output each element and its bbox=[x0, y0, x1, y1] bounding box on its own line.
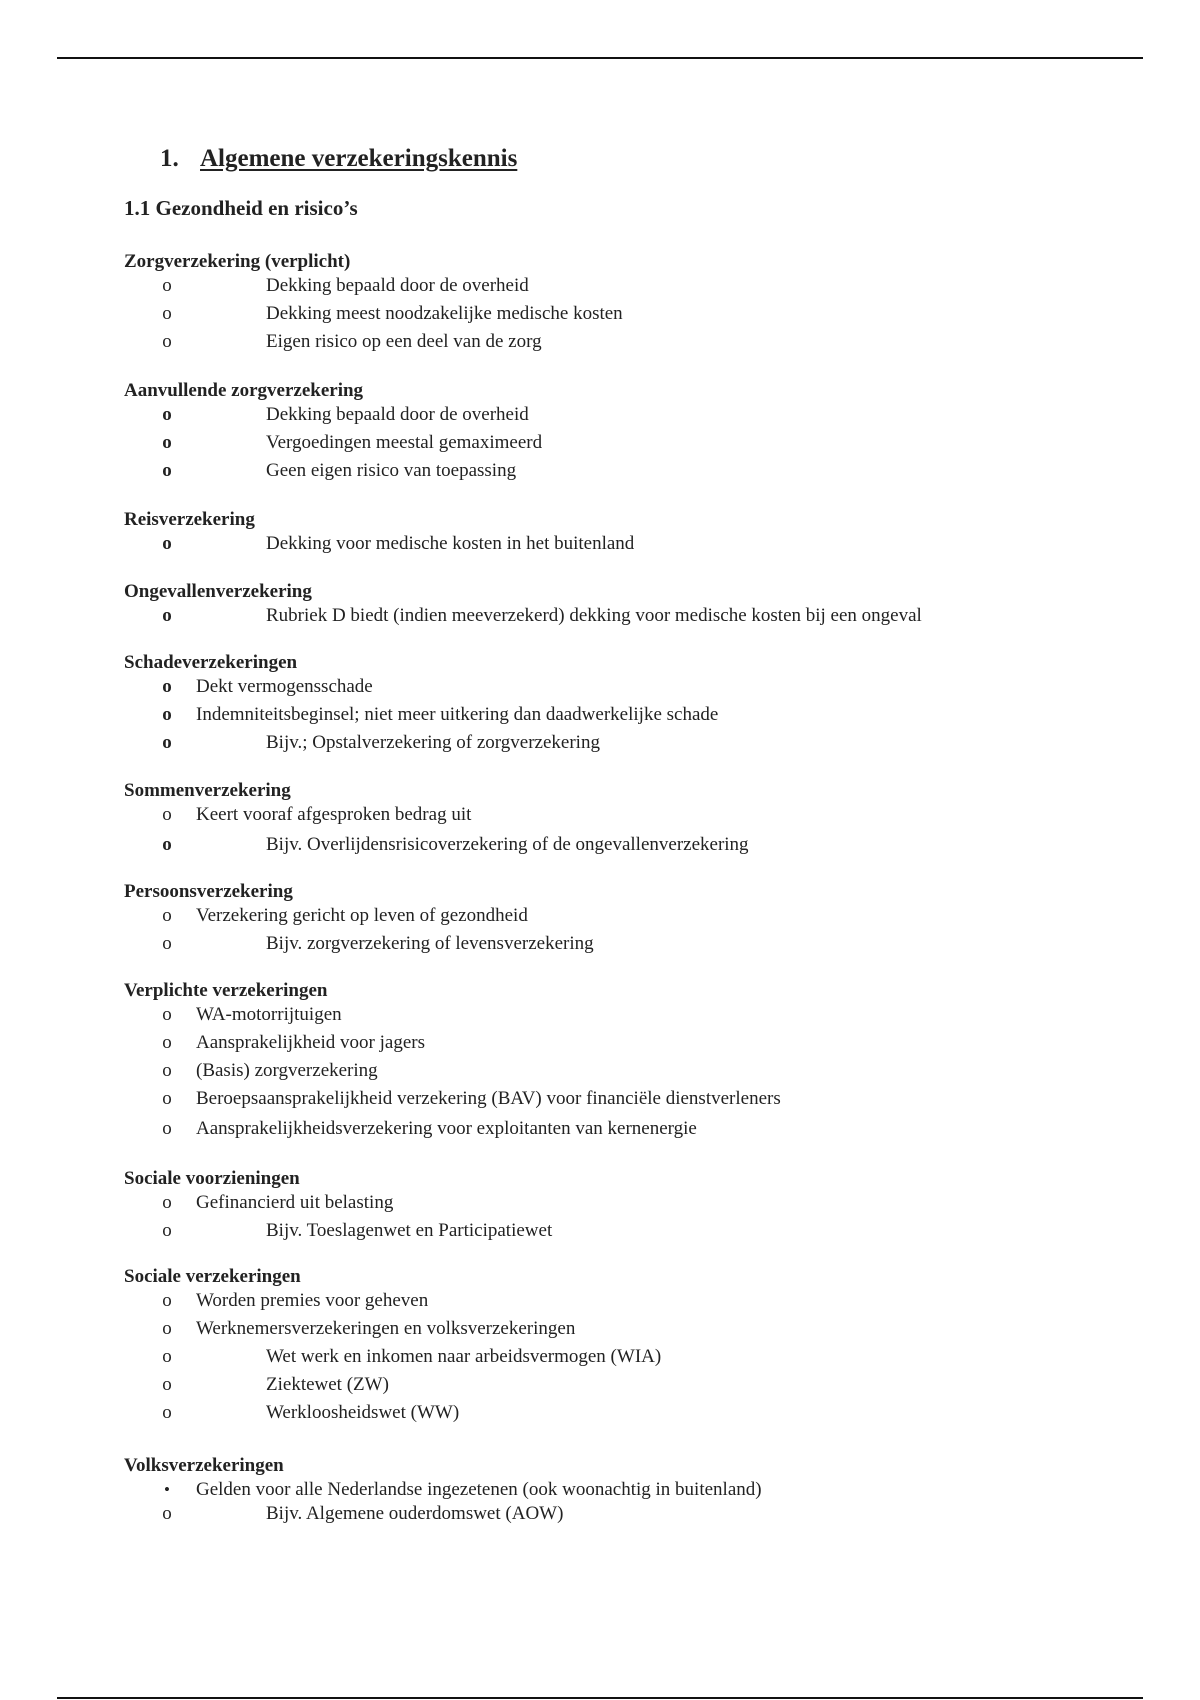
list-item: o Rubriek D biedt (indien meeverzekerd) dekking voor medische kosten bij een ongeval bbox=[124, 604, 1124, 632]
list-item: o WA-motorrijtuigen bbox=[124, 1003, 1124, 1031]
list-item: o Eigen risico op een deel van de zorg bbox=[124, 330, 1124, 358]
section-sociale-verzekeringen bbox=[124, 1265, 1124, 1429]
section-title: Sociale voorzieningen bbox=[124, 1168, 300, 1189]
hollow-bullet-icon: o bbox=[162, 1402, 172, 1423]
section-persoonsverzekering bbox=[124, 880, 1124, 960]
list-item: o Bijv. Toeslagenwet en Participatiewet bbox=[124, 1219, 1124, 1247]
hollow-bullet-icon: o bbox=[162, 275, 172, 296]
hollow-bullet-icon: o bbox=[162, 1290, 172, 1311]
list-item: o Wet werk en inkomen naar arbeidsvermogen (WIA) bbox=[124, 1345, 1124, 1373]
section-reisverzekering bbox=[124, 508, 1124, 560]
list-item: o Bijv. zorgverzekering of levensverzekering bbox=[124, 932, 1124, 960]
hollow-bullet-icon: o bbox=[162, 533, 172, 554]
section-title: Volksverzekeringen bbox=[124, 1455, 284, 1476]
list-item: o (Basis) zorgverzekering bbox=[124, 1059, 1124, 1087]
list-item: o Dekking meest noodzakelijke medische kosten bbox=[124, 302, 1124, 330]
section-verplichte-verzekeringen bbox=[124, 979, 1124, 1145]
section-volksverzekeringen bbox=[124, 1454, 1124, 1530]
chapter-title: Algemene verzekeringskennis bbox=[200, 145, 518, 172]
hollow-bullet-icon: o bbox=[162, 1004, 172, 1025]
hollow-bullet-icon: o bbox=[162, 1503, 172, 1524]
hollow-bullet-icon: o bbox=[162, 804, 172, 825]
solid-bullet-icon: • bbox=[164, 1480, 170, 1499]
hollow-bullet-icon: o bbox=[162, 404, 172, 425]
list-item: o Keert vooraf afgesproken bedrag uit bbox=[124, 803, 1124, 831]
list-item: o Ziektewet (ZW) bbox=[124, 1373, 1124, 1401]
hollow-bullet-icon: o bbox=[162, 1088, 172, 1109]
list-item: o Bijv.; Opstalverzekering of zorgverzekering bbox=[124, 731, 1124, 759]
list-item: o Dekking voor medische kosten in het buitenland bbox=[124, 532, 1124, 560]
section-title: Sommenverzekering bbox=[124, 780, 291, 801]
hollow-bullet-icon: o bbox=[162, 905, 172, 926]
hollow-bullet-icon: o bbox=[162, 1032, 172, 1053]
hollow-bullet-icon: o bbox=[162, 1346, 172, 1367]
list-item: o Gefinancierd uit belasting bbox=[124, 1191, 1124, 1219]
section-title: Schadeverzekeringen bbox=[124, 652, 298, 673]
hollow-bullet-icon: o bbox=[162, 1192, 172, 1213]
hollow-bullet-icon: o bbox=[162, 303, 172, 324]
list-item: • Gelden voor alle Nederlandse ingezetenen (ook woonachtig in buitenland) bbox=[124, 1478, 1124, 1502]
section-title: Sociale verzekeringen bbox=[124, 1266, 301, 1287]
section-title: Aanvullende zorgverzekering bbox=[124, 380, 364, 401]
list-item: o Dekking bepaald door de overheid bbox=[124, 274, 1124, 302]
section-schadeverzekeringen bbox=[124, 651, 1124, 759]
footer-rule bbox=[57, 1697, 1143, 1699]
section-title: Zorgverzekering (verplicht) bbox=[124, 251, 351, 272]
hollow-bullet-icon: o bbox=[162, 1220, 172, 1241]
hollow-bullet-icon: o bbox=[162, 1118, 172, 1139]
hollow-bullet-icon: o bbox=[162, 331, 172, 352]
section-heading: 1.1 Gezondheid en risico’s bbox=[124, 196, 358, 220]
list-item: o Dekking bepaald door de overheid bbox=[124, 403, 1124, 431]
list-item: o Worden premies voor geheven bbox=[124, 1289, 1124, 1317]
section-sommenverzekering bbox=[124, 779, 1124, 861]
list-item: o Beroepsaansprakelijkheid verzekering (BAV) voor financiële dienstverleners bbox=[124, 1087, 1124, 1115]
section-title: Reisverzekering bbox=[124, 509, 255, 530]
section-title: Verplichte verzekeringen bbox=[124, 980, 328, 1001]
list-item: o Aansprakelijkheidsverzekering voor exploitanten van kernenergie bbox=[124, 1115, 1124, 1145]
section-aanvullende-zorgverzekering bbox=[124, 379, 1124, 487]
list-item: o Werkloosheidswet (WW) bbox=[124, 1401, 1124, 1429]
hollow-bullet-icon: o bbox=[162, 676, 172, 697]
list-item: o Dekt vermogensschade bbox=[124, 675, 1124, 703]
list-item: o Vergoedingen meestal gemaximeerd bbox=[124, 431, 1124, 459]
list-item: o Bijv. Algemene ouderdomswet (AOW) bbox=[124, 1502, 1124, 1530]
list-item: o Verzekering gericht op leven of gezondheid bbox=[124, 904, 1124, 932]
hollow-bullet-icon: o bbox=[162, 1060, 172, 1081]
hollow-bullet-icon: o bbox=[162, 704, 172, 725]
chapter-heading bbox=[160, 145, 517, 173]
section-title: Persoonsverzekering bbox=[124, 881, 293, 902]
list-item: o Aansprakelijkheid voor jagers bbox=[124, 1031, 1124, 1059]
section-title: Ongevallenverzekering bbox=[124, 581, 312, 602]
list-item: o Indemniteitsbeginsel; niet meer uitkering dan daadwerkelijke schade bbox=[124, 703, 1124, 731]
hollow-bullet-icon: o bbox=[162, 1374, 172, 1395]
list-item: o Bijv. Overlijdensrisicoverzekering of de ongevallenverzekering bbox=[124, 831, 1124, 861]
hollow-bullet-icon: o bbox=[162, 834, 172, 855]
list-item: o Werknemersverzekeringen en volksverzekeringen bbox=[124, 1317, 1124, 1345]
section-zorgverzekering bbox=[124, 250, 1124, 358]
hollow-bullet-icon: o bbox=[162, 460, 172, 481]
chapter-number: 1. bbox=[160, 145, 179, 172]
hollow-bullet-icon: o bbox=[162, 933, 172, 954]
section-sociale-voorzieningen bbox=[124, 1167, 1124, 1247]
hollow-bullet-icon: o bbox=[162, 732, 172, 753]
hollow-bullet-icon: o bbox=[162, 432, 172, 453]
list-item: o Geen eigen risico van toepassing bbox=[124, 459, 1124, 487]
hollow-bullet-icon: o bbox=[162, 605, 172, 626]
hollow-bullet-icon: o bbox=[162, 1318, 172, 1339]
header-rule bbox=[57, 57, 1143, 59]
section-ongevallenverzekering bbox=[124, 580, 1124, 632]
